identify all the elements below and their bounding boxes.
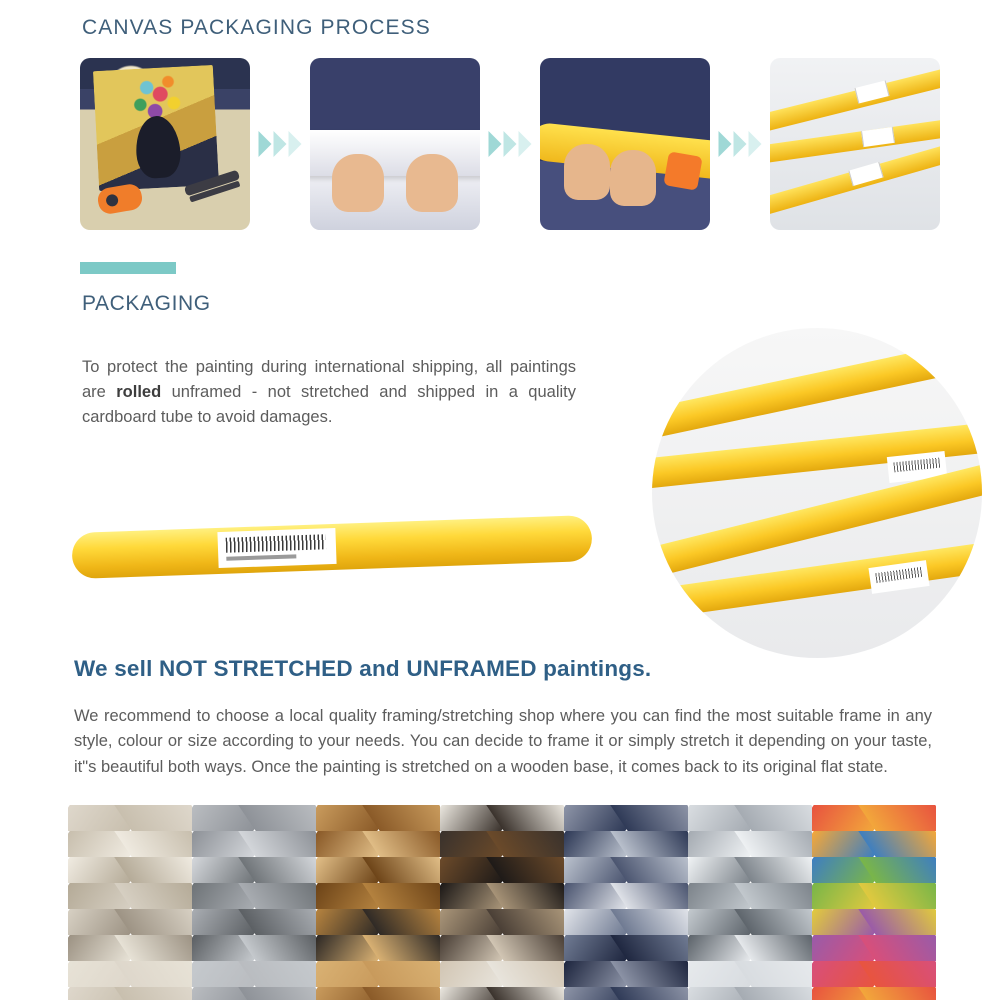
frame-col-wood: [316, 805, 440, 1000]
frame-sample: [812, 909, 936, 935]
frame-sample: [68, 935, 192, 961]
left-hand: [332, 154, 384, 212]
frame-sample: [812, 883, 936, 909]
frame-sample: [688, 831, 812, 857]
process-step-2-image: [310, 58, 480, 230]
frame-sample: [316, 857, 440, 883]
frame-sample: [440, 857, 564, 883]
frame-sample: [440, 805, 564, 831]
chevron-right-icon: [719, 131, 762, 157]
canvas-packaging-process-section: [0, 0, 1000, 250]
chevron-stack: [440, 805, 564, 1000]
process-arrow-1: [250, 58, 310, 230]
frame-sample: [192, 805, 316, 831]
frame-sample: [316, 987, 440, 1000]
left-hand: [564, 144, 610, 200]
frame-sample: [564, 987, 688, 1000]
chevron-stack: [68, 805, 192, 1000]
frame-sample-right: [858, 987, 936, 1000]
frame-sample: [192, 909, 316, 935]
frame-sample: [812, 857, 936, 883]
frame-sample: [440, 961, 564, 987]
frame-sample: [68, 961, 192, 987]
process-step-1-image: [80, 58, 250, 230]
section-accent-bar: [80, 262, 176, 274]
chevron-stack: [812, 805, 936, 1000]
frame-sample: [68, 857, 192, 883]
frame-sample: [68, 831, 192, 857]
frame-sample-right: [238, 987, 316, 1000]
frame-sample: [564, 831, 688, 857]
frame-sample: [192, 831, 316, 857]
process-step-3-image: [540, 58, 710, 230]
frame-sample: [316, 831, 440, 857]
frame-sample-right: [114, 987, 192, 1000]
frame-sample: [564, 909, 688, 935]
not-stretched-section: [0, 625, 1000, 805]
frame-col-neutral: [68, 805, 192, 1000]
frame-sample: [812, 831, 936, 857]
frame-sample: [316, 805, 440, 831]
frame-sample: [564, 805, 688, 831]
packaging-text-bold: rolled: [116, 382, 162, 401]
frame-sample: [68, 909, 192, 935]
chevron-right-icon: [489, 131, 532, 157]
frame-sample: [812, 805, 936, 831]
frame-col-grey: [192, 805, 316, 1000]
right-hand: [610, 150, 656, 206]
rolled-tube-photo: [72, 508, 592, 588]
frame-sample: [440, 987, 564, 1000]
frame-sample: [688, 961, 812, 987]
packaging-section: [0, 250, 1000, 625]
frame-sample: [68, 805, 192, 831]
process-arrow-2: [480, 58, 540, 230]
frame-sample-right: [734, 987, 812, 1000]
tube-cap: [663, 151, 702, 190]
frame-sample: [440, 883, 564, 909]
frame-sample: [564, 883, 688, 909]
frame-sample: [316, 935, 440, 961]
frame-sample: [316, 883, 440, 909]
frame-sample-right: [486, 987, 564, 1000]
process-arrow-3: [710, 58, 770, 230]
frame-col-silver: [688, 805, 812, 1000]
frame-sample: [192, 883, 316, 909]
sell-heading: We sell NOT STRETCHED and UNFRAMED paintings.: [74, 655, 652, 681]
tube-barcode-label: [217, 528, 336, 568]
frame-col-dark: [440, 805, 564, 1000]
frame-sample: [192, 857, 316, 883]
frame-samples-strip: [68, 805, 936, 1000]
sell-paragraph: We recommend to choose a local quality framing/stretching shop where you can find the most suitable frame in any style, colour or size according to your needs. You can decide to frame it or simply stretch it depending on your taste, it"s beautiful both ways. Once the painting is stretched on a wooden base, it comes back to its original flat state.: [74, 706, 932, 776]
frame-sample: [688, 909, 812, 935]
frame-sample: [812, 935, 936, 961]
frame-sample: [440, 909, 564, 935]
frame-col-colour: [812, 805, 936, 1000]
process-title: CANVAS PACKAGING PROCESS: [82, 16, 431, 39]
frame-sample: [564, 857, 688, 883]
frame-sample: [316, 961, 440, 987]
frame-sample: [68, 883, 192, 909]
frame-sample: [440, 935, 564, 961]
frame-col-blue: [564, 805, 688, 1000]
frame-sample-right: [610, 987, 688, 1000]
frame-sample: [564, 961, 688, 987]
frame-sample: [688, 883, 812, 909]
chevron-stack: [688, 805, 812, 1000]
packaging-text-before: To protect the painting during international shipping, all paintings are: [82, 357, 576, 401]
frame-sample: [192, 961, 316, 987]
frame-sample: [812, 961, 936, 987]
right-hand: [406, 154, 458, 212]
process-step-4-image: [770, 58, 940, 230]
frame-sample: [192, 987, 316, 1000]
frame-sample: [688, 857, 812, 883]
chevron-stack: [564, 805, 688, 1000]
tubes-closeup-photo: [652, 328, 982, 658]
process-steps-row: [80, 58, 940, 230]
frame-sample: [316, 909, 440, 935]
frame-sample: [68, 987, 192, 1000]
chevron-stack: [192, 805, 316, 1000]
frame-sample: [688, 805, 812, 831]
frame-sample-right: [362, 987, 440, 1000]
frame-sample: [688, 987, 812, 1000]
packaging-title: PACKAGING: [82, 292, 211, 315]
frame-sample: [192, 935, 316, 961]
frame-sample: [688, 935, 812, 961]
frame-sample: [564, 935, 688, 961]
frame-sample: [440, 831, 564, 857]
chevron-right-icon: [259, 131, 302, 157]
chevron-stack: [316, 805, 440, 1000]
packaging-paragraph: [82, 355, 576, 430]
frame-sample: [812, 987, 936, 1000]
packaging-text-after: unframed - not stretched and shipped in a quality cardboard tube to avoid damages.: [82, 382, 576, 426]
